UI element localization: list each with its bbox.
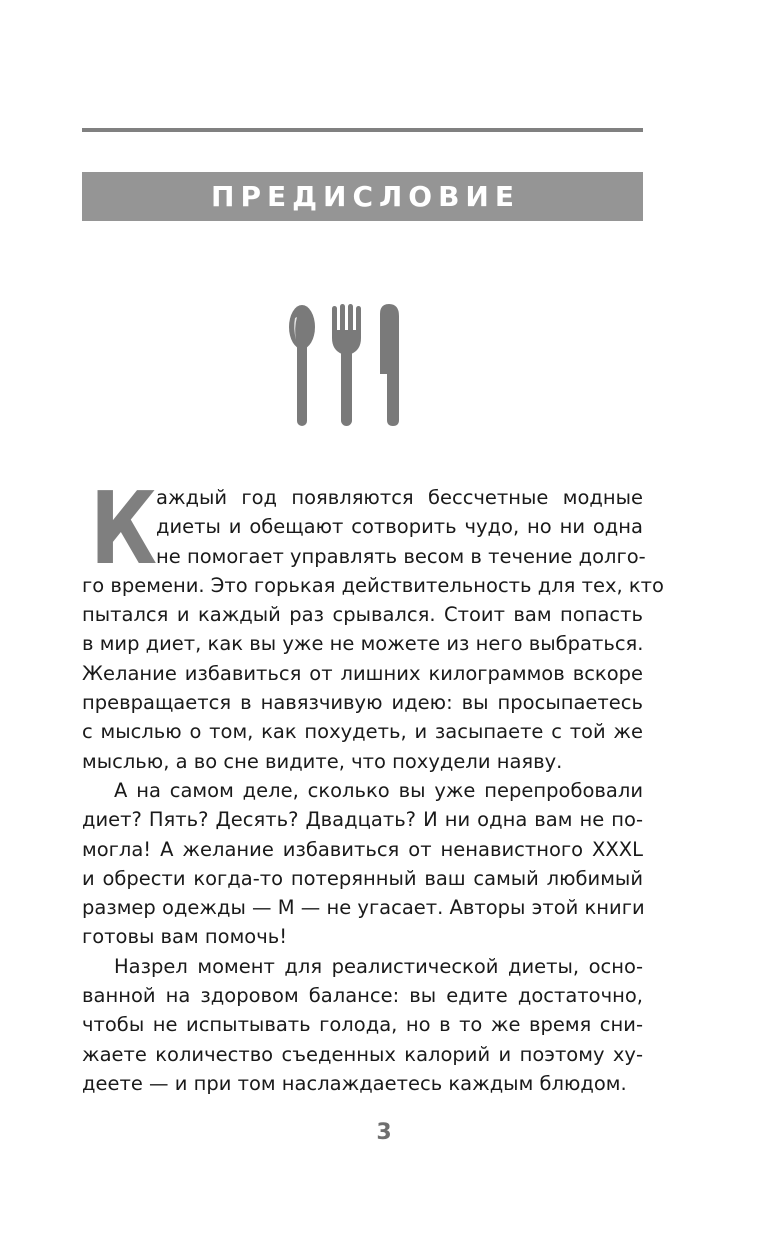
text-line: мыслью, а во сне видите, что похудели наяву. — [82, 749, 563, 773]
paragraph-3 — [82, 952, 643, 1098]
cutlery-icon — [288, 304, 408, 426]
page-number: 3 — [376, 1120, 392, 1145]
text-line: го времени. Это горькая действительность для тех, кто — [82, 573, 664, 597]
paragraph-1 — [82, 470, 664, 776]
text-line: жаете количество съеденных калорий и поэтому ху- — [82, 1042, 643, 1066]
text-line: аждый год появляются бессчетные модные — [156, 486, 643, 509]
text-line: превращается в навязчивую идею: вы просыпаетесь — [82, 691, 643, 715]
text-line: и обрести когда-то потерянный ваш самый любимый — [82, 866, 643, 890]
chapter-title: ПРЕДИСЛОВИЕ — [211, 180, 520, 213]
text-line: в мир диет, как вы уже не можете из него выбраться. — [82, 632, 644, 656]
text-line: готовы вам помочь! — [82, 925, 288, 949]
top-rule — [82, 128, 643, 132]
text-line: пытался и каждый раз срывался. Стоит вам попасть — [82, 603, 643, 627]
text-line: Назрел момент для реалистической диеты, осно- — [114, 954, 643, 978]
text-line: могла! А желание избавиться от ненавистного XXXL — [82, 837, 643, 861]
text-line: с мыслью о том, как похудеть, и засыпаете с той же — [82, 720, 643, 744]
text-line: диет? Пять? Десять? Двадцать? И ни одна вам не по- — [82, 808, 643, 832]
chapter-title-bar — [82, 172, 643, 221]
text-line: не помогает управлять весом в течение долго- — [156, 544, 646, 568]
text-line: А на самом деле, сколько вы уже перепробовали — [114, 778, 643, 802]
paragraph-2 — [82, 776, 643, 952]
preface-text — [82, 470, 664, 1098]
text-line: чтобы не испытывать голода, но в то же время сни- — [82, 1013, 643, 1037]
text-line: деете — и при том наслаждаетесь каждым блюдом. — [82, 1071, 627, 1095]
text-line: Желание избавиться от лишних килограммов вскоре — [82, 661, 643, 685]
text-line: ванной на здоровом балансе: вы едите достаточно, — [82, 984, 643, 1008]
drop-cap: К — [90, 470, 158, 587]
text-line: диеты и обещают сотворить чудо, но ни одна — [156, 515, 643, 539]
text-line: размер одежды — M — не угасает. Авторы этой книги — [82, 896, 645, 920]
